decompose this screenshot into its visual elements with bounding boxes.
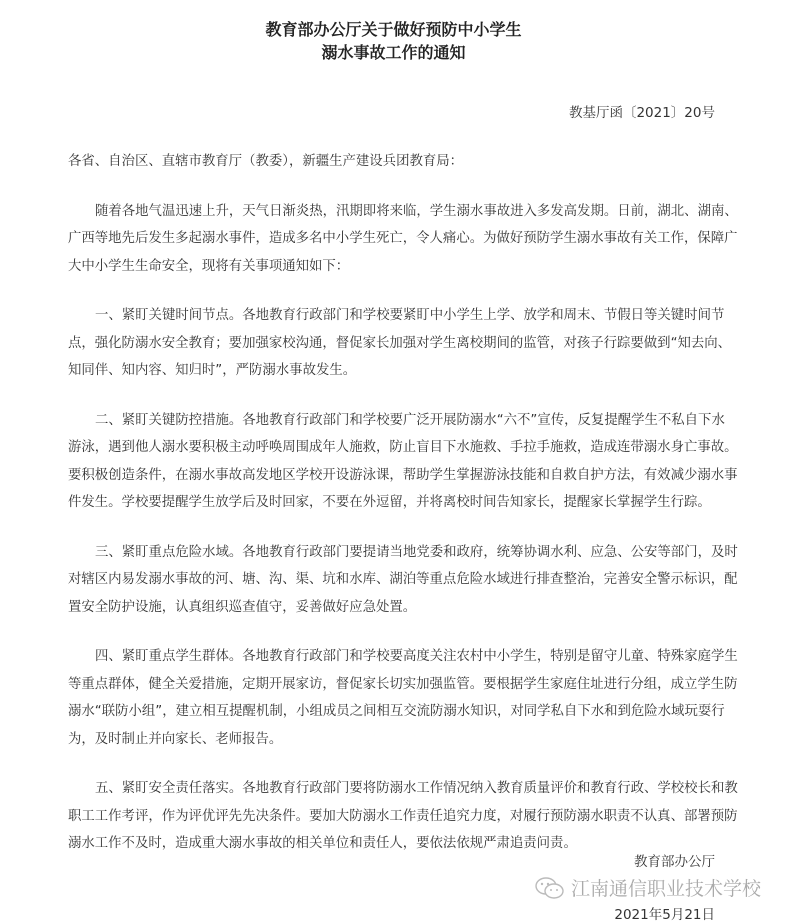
paragraph [68,643,738,753]
watermark-text: 江南通信职业技术学校 [571,878,762,900]
paragraph [68,775,738,858]
paragraph-line: 职工工作考评，作为评优评先先决条件。要加大防溺水工作责任追究力度，对履行预防溺水职责不认真、部署预防 [68,808,738,824]
document-title-line2: 溺水事故工作的通知 [321,43,466,62]
paragraph-line: 要积极创造条件，在溺水事故高发地区学校开设游泳课，帮助学生掌握游泳技能和自救自护方法，有效减少溺水事 [68,467,738,483]
paragraph-line: 随着各地气温迅速上升，天气日渐炎热，汛期即将来临，学生溺水事故进入多发高发期。日前，湖北、湖南、 [95,203,738,219]
paragraph-line: 置安全防护设施，认真组织巡查值守，妥善做好应急处置。 [68,599,417,615]
document-reference-number: 教基厅函〔2021〕20号 [568,105,715,121]
paragraph-line: 知同伴、知内容、知归时”，严防溺水事故发生。 [68,363,357,378]
paragraph-line: 大中小学生生命安全，现将有关事项通知如下： [68,258,350,274]
paragraph-line: 对辖区内易发溺水事故的河、塘、沟、渠、坑和水库、湖泊等重点危险水域进行排查整治，完善安全警示标识，配 [68,572,738,587]
paragraph-line: 五、紧盯安全责任落实。各地教育行政部门要将防溺水工作情况纳入教育质量评价和教育行政、学校校长和教 [95,781,738,796]
paragraph-line: 等重点群体，健全关爱措施，定期开展家访，督促家长切实加强监管。要根据学生家庭住址进行分组，成立学生防 [68,676,738,692]
paragraph [68,198,738,281]
paragraph-line: 广西等地先后发生多起溺水事件，造成多名中小学生死亡，令人痛心。为做好预防学生溺水事故有关工作，保障广 [68,231,738,246]
issuer: 教育部办公厅 [634,854,715,870]
paragraph [68,407,738,517]
paragraph-line: 为，及时制止并向家长、老师报告。 [68,731,283,747]
salutation [68,148,728,176]
paragraph [68,539,738,622]
document-title-line1: 教育部办公厅关于做好预防中小学生 [265,20,522,39]
paragraph-line: 件发生。学校要提醒学生放学后及时回家，不要在外逗留，并将离校时间告知家长，提醒家长掌握学生行踪。 [68,495,711,510]
issue-date: 2021年5月21日 [614,907,715,923]
salutation-text: 各省、自治区、直辖市教育厅（教委），新疆生产建设兵团教育局： [68,154,464,169]
paragraph-line: 溺水“联防小组”，建立相互提醒机制，小组成员之间相互交流防溺水知识，对同学私自下水和到危险水域玩耍行 [68,704,725,719]
document-body [68,148,738,880]
paragraph-line: 三、紧盯重点危险水域。各地教育行政部门要提请当地党委和政府，统筹协调水利、应急、公安等部门，及时 [95,544,738,560]
paragraph-line: 一、紧盯关键时间节点。各地教育行政部门和学校要紧盯中小学生上学、放学和周末、节假日等关键时间节 [95,308,725,323]
paragraph [68,302,732,385]
wechat-icon [535,876,565,900]
paragraph-line: 四、紧盯重点学生群体。各地教育行政部门和学校要高度关注农村中小学生，特别是留守儿童、特殊家庭学生 [95,649,738,664]
paragraph-line: 二、紧盯关键防控措施。各地教育行政部门和学校要广泛开展防溺水“六不”宣传，反复提醒学生不私自下水 [95,412,725,428]
watermark [535,874,761,901]
paragraph-line: 溺水工作不及时，造成重大溺水事故的相关单位和责任人，要依法依规严肃追责问责。 [68,836,577,851]
paragraph-line: 游泳，遇到他人溺水要积极主动呼唤周围成年人施救，防止盲目下水施救、手拉手施救，造成连带溺水身亡事故。 [68,440,738,455]
paragraph-line: 点，强化防溺水安全教育；要加强家校沟通，督促家长加强对学生离校期间的监管，对孩子行踪要做到“知去向、 [68,335,732,351]
